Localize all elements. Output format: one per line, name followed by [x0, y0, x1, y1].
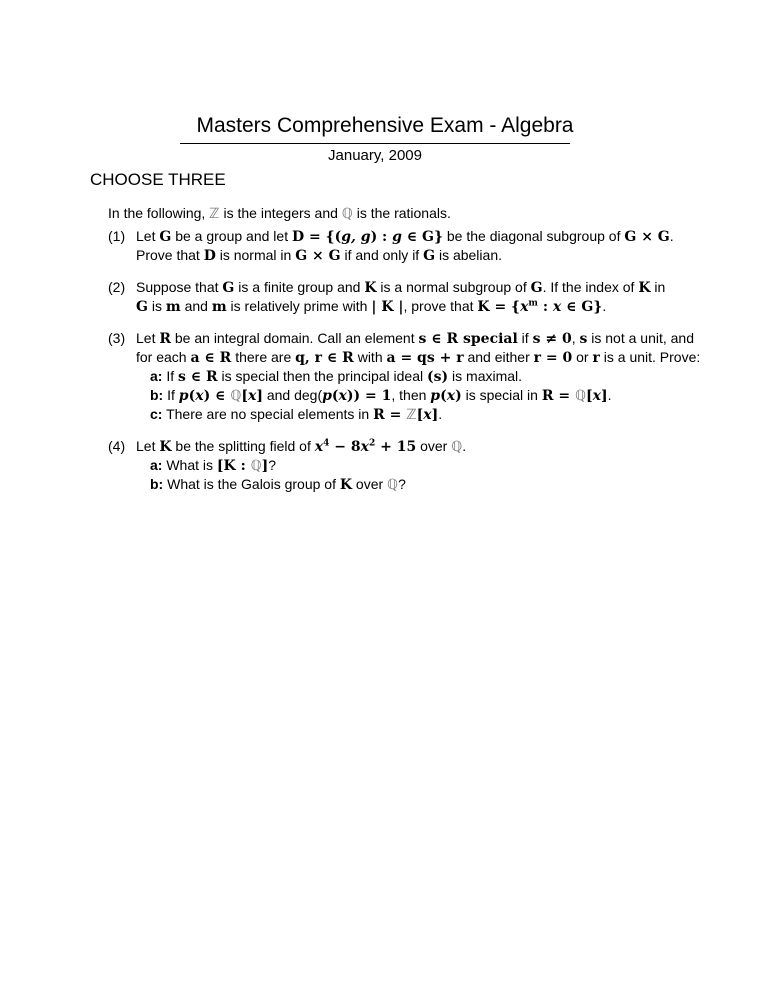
problem-3 [108, 329, 701, 424]
instruction-heading: CHOOSE THREE [90, 170, 226, 189]
exam-title: Masters Comprehensive Exam - Algebra [196, 114, 574, 137]
problem-4-part-b: b: What is the Galois group of K over ℚ? [150, 476, 406, 493]
problem-number: (3) [108, 330, 126, 346]
intro-text: In the following, ℤ is the integers and ℚ is the rationals. [108, 205, 451, 222]
problem-3-part-c: c: There are no special elements in R = ℤ[x]. [150, 406, 443, 423]
problem-2-line-2: G is m and m is relatively prime with | K |, prove that $K = \{x^m$ : x ∈ G}. [136, 298, 607, 315]
title-rule [180, 143, 570, 144]
problem-number: (2) [108, 279, 126, 295]
problem-number: (1) [108, 228, 126, 244]
problem-number: (4) [108, 438, 126, 454]
problem-1 [108, 227, 688, 265]
exam-body [108, 204, 701, 507]
problem-3-line-2: for each a ∈ R there are q, r ∈ R with a = qs + r and either r = 0 or r is a unit. Prove: [136, 349, 701, 366]
problem-3-part-a: a: If s ∈ R is special then the principal ideal (s) is maximal. [150, 368, 523, 385]
problem-4 [108, 437, 688, 494]
problem-4-line-1: Let K be the splitting field of $x^4 - 8x^2 + 15$ over ℚ. [136, 438, 467, 455]
problem-2-line-1: Suppose that G is a finite group and K is a normal subgroup of G. If the index of K in [136, 279, 666, 296]
problem-3-part-b: b: If p(x) ∈ ℚ[x] and deg(p(x)) = 1, then p(x) is special in R = ℚ[x]. [150, 387, 612, 404]
problem-1-line-1: Let G be a group and let D = {(g, g) : g ∈ G} be the diagonal subgroup of G × G. [136, 228, 674, 245]
exam-date: January, 2009 [328, 147, 422, 164]
problem-1-line-2: Prove that D is normal in G × G if and only if G is abelian. [136, 247, 502, 264]
problem-4-part-a: a: What is [K : ℚ]? [150, 457, 277, 474]
problem-2 [108, 278, 688, 316]
problem-3-line-1: Let R be an integral domain. Call an element s ∈ R special if s ≠ 0, s is not a unit, and [136, 330, 694, 347]
